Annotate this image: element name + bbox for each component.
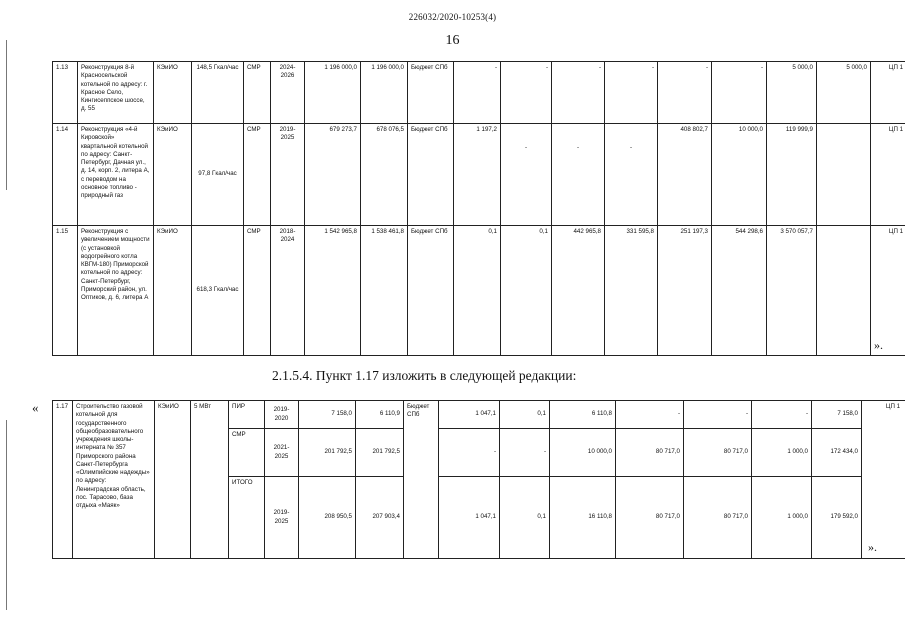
cell-value: -: [712, 62, 767, 124]
funding-source: Бюджет СПб: [408, 62, 454, 124]
cell-value: -: [439, 429, 500, 477]
cell-value: 0,1: [500, 401, 550, 429]
cost-remaining: 678 076,5: [361, 124, 408, 226]
scan-edge-line: [6, 420, 7, 610]
stage: ИТОГО: [229, 477, 265, 559]
program-code: ЦП 1: [862, 401, 905, 559]
cell-value: 3 570 057,7: [767, 226, 817, 356]
program-code: ЦП 1: [871, 124, 905, 226]
funding-source: Бюджет СПб: [408, 124, 454, 226]
cost-total: 7 158,0: [299, 401, 356, 429]
stage: СМР: [229, 429, 265, 477]
cell-value: -: [500, 429, 550, 477]
cost-remaining: 1 538 461,8: [361, 226, 408, 356]
table-row: [53, 226, 905, 356]
cell-value: 80 717,0: [616, 477, 684, 559]
cost-total: 679 273,7: [305, 124, 361, 226]
period: 2021-2025: [265, 429, 299, 477]
cell-value: 0,1: [454, 226, 501, 356]
cell-value: 80 717,0: [684, 429, 752, 477]
operator: КЭиИО: [155, 401, 191, 559]
cell-value: 1 047,1: [439, 401, 500, 429]
capacity: 618,3 Гкал/час: [192, 226, 244, 356]
empty-cell: [817, 124, 871, 226]
scan-edge-line: [6, 40, 7, 190]
operator: КЭиИО: [154, 226, 192, 356]
cost-remaining: 201 792,5: [356, 429, 404, 477]
table-row: [53, 62, 905, 124]
cell-value: 0,1: [500, 477, 550, 559]
cell-value: -: [552, 124, 605, 226]
cell-value: 179 592,0: [812, 477, 862, 559]
stage: СМР: [244, 62, 271, 124]
cell-value: 331 595,8: [605, 226, 658, 356]
amendment-instruction: 2.1.5.4. Пункт 1.17 изложить в следующей редакции:: [272, 368, 577, 383]
opening-quote: «: [32, 400, 39, 415]
cell-value: 172 434,0: [812, 429, 862, 477]
cost-remaining: 6 110,9: [356, 401, 404, 429]
project-name: Реконструкция «4-й Кировской» квартальной котельной по адресу: Санкт-Петербург, Дачная ул., д. 14, корп. 2, литера А, с переводом на основное топливо - природный газ: [78, 124, 154, 226]
stage: СМР: [244, 124, 271, 226]
cell-value: -: [605, 62, 658, 124]
operator: КЭиИО: [154, 62, 192, 124]
cell-value: 442 965,8: [552, 226, 605, 356]
table-row: [53, 401, 905, 429]
cost-remaining: 207 903,4: [356, 477, 404, 559]
cell-value: 544 298,6: [712, 226, 767, 356]
row-number: 1.15: [53, 226, 78, 356]
program-code: ЦП 1: [871, 226, 905, 356]
cell-value: -: [605, 124, 658, 226]
cell-value: 80 717,0: [684, 477, 752, 559]
cell-value: 119 999,9: [767, 124, 817, 226]
document-number: 226032/2020-10253(4): [408, 12, 497, 22]
cell-value: -: [501, 124, 552, 226]
cell-value: 7 158,0: [812, 401, 862, 429]
operator: КЭиИО: [154, 124, 192, 226]
cell-value: 5 000,0: [767, 62, 817, 124]
project-name: Строительство газовой котельной для государственного общеобразовательного учреждения школы-интерната № 357 Приморского района Санкт-Петербурга «Олимпийские надежды» по адресу: Ленинградская область, пос. Тарасово, база отдыха «Маяк»: [73, 401, 155, 559]
cost-total: 1 542 965,8: [305, 226, 361, 356]
period: 2019-2025: [271, 124, 305, 226]
funding-source: Бюджет СПб: [408, 226, 454, 356]
cell-value: -: [616, 401, 684, 429]
cost-total: 208 950,5: [299, 477, 356, 559]
cell-value: 1 047,1: [439, 477, 500, 559]
cost-remaining: 1 196 000,0: [361, 62, 408, 124]
program-code: ЦП 1: [871, 62, 905, 124]
cell-value: 1 197,2: [454, 124, 501, 226]
cell-value: 80 717,0: [616, 429, 684, 477]
closing-quote: ».: [874, 338, 883, 352]
cell-value: -: [684, 401, 752, 429]
capacity: 5 МВт: [191, 401, 229, 559]
cell-value: 0,1: [501, 226, 552, 356]
closing-quote: ».: [868, 540, 877, 554]
project-name: Реконструкция 8-й Красносельской котельной по адресу: г. Красное Село, Кингисеппское шоссе, д. 55: [78, 62, 154, 124]
cell-value: 251 197,3: [658, 226, 712, 356]
row-number: 1.13: [53, 62, 78, 124]
capacity: 148,5 Гкал/час: [192, 62, 244, 124]
cell-value: -: [752, 401, 812, 429]
period: 2024-2026: [271, 62, 305, 124]
page-number: 16: [445, 33, 460, 48]
cell-value: -: [552, 62, 605, 124]
cell-value: 10 000,0: [550, 429, 616, 477]
stage: СМР: [244, 226, 271, 356]
cell-value: -: [658, 62, 712, 124]
period: 2018-2024: [271, 226, 305, 356]
funding-source: Бюджет СПб: [404, 401, 439, 559]
cell-value: 16 110,8: [550, 477, 616, 559]
cell-value: 10 000,0: [712, 124, 767, 226]
row-number: 1.14: [53, 124, 78, 226]
period: 2019-2020: [265, 401, 299, 429]
cell-value: 6 110,8: [550, 401, 616, 429]
cell-value: -: [454, 62, 501, 124]
table-two: [52, 400, 905, 559]
cell-value: -: [501, 62, 552, 124]
empty-cell: [817, 226, 871, 356]
cost-total: 201 792,5: [299, 429, 356, 477]
cell-value: 1 000,0: [752, 429, 812, 477]
cell-value: 1 000,0: [752, 477, 812, 559]
period: 2019-2025: [265, 477, 299, 559]
cell-value: 408 802,7: [658, 124, 712, 226]
row-number: 1.17: [53, 401, 73, 559]
table-one: [52, 61, 905, 356]
cell-value: 5 000,0: [817, 62, 871, 124]
cost-total: 1 196 000,0: [305, 62, 361, 124]
capacity: 97,8 Гкал/час: [192, 124, 244, 226]
table-row: [53, 124, 905, 226]
stage: ПИР: [229, 401, 265, 429]
project-name: Реконструкция с увеличением мощности (с установкой водогрейного котла КВГМ-180) Приморской котельной по адресу: Санкт-Петербург, Приморский район, ул. Оптиков, д. 6, литера А: [78, 226, 154, 356]
